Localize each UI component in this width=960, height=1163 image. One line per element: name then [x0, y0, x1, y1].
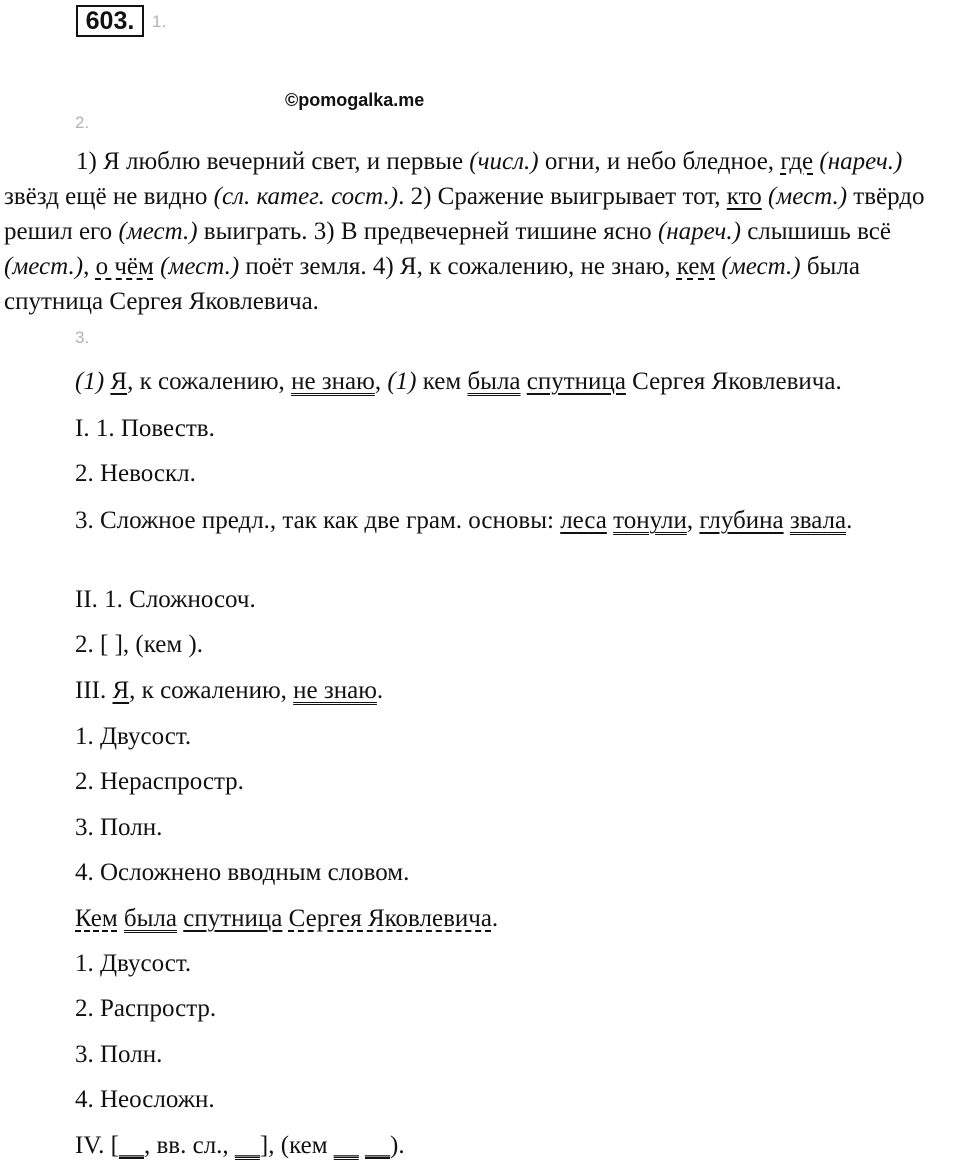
analysis-line: 1. Двусост.: [75, 950, 192, 977]
pronoun-kem: кем: [676, 253, 716, 280]
analysis-line: 4. Неосложн.: [75, 1086, 215, 1113]
predicate-zvala: звала: [789, 507, 847, 534]
scheme-predicate-blank: __: [333, 1132, 359, 1159]
analysis-line: 3. Полн.: [75, 814, 163, 841]
analysis-line: 3. Полн.: [75, 1041, 163, 1068]
predicate-tonuli: тонули: [613, 507, 687, 534]
section-marker-1: 1.: [152, 12, 167, 31]
scheme-subject-blank: __: [118, 1132, 144, 1159]
predicate-byla: была: [467, 368, 521, 395]
analysis-line: 2. Невоскл.: [75, 460, 196, 487]
analysis-line: III. Я, к сожалению, не знаю.: [75, 677, 384, 704]
section-marker-2: 2.: [75, 113, 90, 132]
sentence-scheme: IV. [__, вв. сл., __], (кем __ __).: [75, 1132, 405, 1159]
watermark: ©pomogalka.me: [285, 90, 425, 110]
scheme-subject-blank: __: [365, 1132, 391, 1159]
subject-ya: Я: [110, 368, 128, 395]
subject-lesa: леса: [560, 507, 607, 534]
analysis-line: II. 1. Сложносоч.: [75, 586, 256, 613]
task-number: 603.: [76, 5, 144, 37]
analysis-line: Кем была спутница Сергея Яковлевича.: [75, 905, 499, 932]
subject-glubina: глубина: [699, 507, 784, 534]
predicate-byla: была: [123, 905, 177, 932]
predicate-ne-znayu: не знаю: [293, 677, 377, 704]
adverbial-kem: Кем: [75, 905, 118, 932]
analysis-line: 3. Сложное предл., так как две грам. основы: леса тонули, глубина звала.: [75, 507, 853, 534]
pronoun-kto: кто: [726, 183, 762, 210]
adverb-gde: где: [780, 148, 814, 175]
analysis-line: 4. Осложнено вводным словом.: [75, 859, 410, 886]
predicate-ne-znayu: не знаю: [291, 368, 375, 395]
analysis-line: 1. Двусост.: [75, 723, 192, 750]
analysis-line: I. 1. Повеств.: [75, 415, 215, 442]
pronoun-o-chyom: о чём: [95, 253, 154, 280]
section-marker-3: 3.: [75, 328, 90, 347]
analysis-sentence: (1) Я, к сожалению, не знаю, (1) кем была спутница Сергея Яковлевича.: [75, 368, 842, 395]
scheme-predicate-blank: __: [234, 1132, 260, 1159]
subject-ya: Я: [112, 677, 130, 704]
part2-paragraph: 1) Я люблю вечерний свет, и первые (числ.) огни, и небо бледное, где (нареч.) звёзд ещё не видно (сл. катег. сост.). 2) Сражение выигрывает тот, кто (мест.) твёрдо решил его (мест.) выиграть. 3) В предвечерней тишине ясно (нареч.) слышишь всё (мест.), о чём (мест.) поёт земля. 4) Я, к сожалению, не знаю, кем (мест.) была спутница Сергея Яковлевича.: [4, 148, 925, 315]
subject-sputnica: спутница: [183, 905, 283, 932]
analysis-line: 2. Распростр.: [75, 995, 217, 1022]
analysis-line: 2. [ ], (кем ).: [75, 631, 203, 658]
attribute-sergeya: Сергея Яковлевича: [288, 905, 492, 932]
subject-sputnica: спутница: [526, 368, 626, 395]
analysis-line: 2. Нераспростр.: [75, 768, 244, 795]
